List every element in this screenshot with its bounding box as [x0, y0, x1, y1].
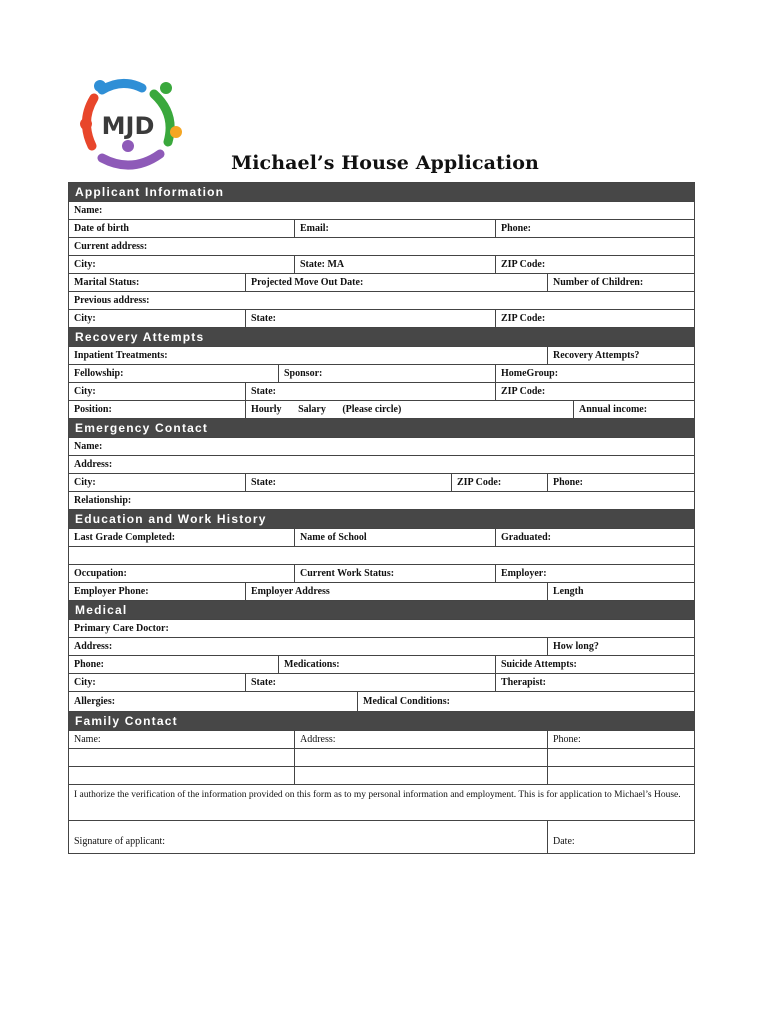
family-address-header: Address:	[294, 731, 547, 748]
family-name-input-2[interactable]	[69, 767, 294, 784]
inpatient-field[interactable]: Inpatient Treatments:	[74, 350, 168, 361]
current-address-field[interactable]: Current address:	[74, 241, 148, 252]
marital-status-field[interactable]: Marital Status:	[74, 277, 140, 288]
family-address-input-2[interactable]	[294, 767, 547, 784]
position-field[interactable]: Position:	[74, 404, 112, 415]
employer-field[interactable]: Employer:	[495, 565, 696, 582]
primary-doctor-field[interactable]: Primary Care Doctor:	[74, 623, 169, 634]
previous-state-field[interactable]: State:	[245, 310, 495, 327]
recovery-attempts-field[interactable]: Recovery Attempts?	[547, 347, 696, 364]
last-grade-field[interactable]: Last Grade Completed:	[74, 532, 176, 543]
family-address-input-1[interactable]	[294, 749, 547, 766]
recovery-state-field[interactable]: State:	[245, 383, 495, 400]
family-phone-header: Phone:	[547, 731, 696, 748]
svg-text:MJD: MJD	[101, 112, 155, 140]
medications-field[interactable]: Medications:	[278, 656, 495, 673]
family-phone-input-1[interactable]	[547, 749, 696, 766]
section-medical: Medical	[69, 601, 694, 620]
state-field[interactable]: State: MA	[294, 256, 495, 273]
fellowship-field[interactable]: Fellowship:	[74, 368, 124, 379]
relationship-field[interactable]: Relationship:	[74, 495, 132, 506]
previous-address-field[interactable]: Previous address:	[74, 295, 150, 306]
signature-field[interactable]: Signature of applicant:	[74, 836, 166, 847]
suicide-attempts-field[interactable]: Suicide Attempts:	[495, 656, 696, 673]
section-recovery-attempts: Recovery Attempts	[69, 328, 694, 347]
family-name-header: Name:	[74, 734, 101, 745]
school-name-field[interactable]: Name of School	[294, 529, 495, 546]
section-family-contact: Family Contact	[69, 712, 694, 731]
authorization-statement: I authorize the verification of the information provided on this form as to my personal information and employment. This is for application to Michael’s House.	[69, 785, 694, 821]
work-status-field[interactable]: Current Work Status:	[294, 565, 495, 582]
sponsor-field[interactable]: Sponsor:	[278, 365, 495, 382]
zip-field[interactable]: ZIP Code:	[495, 256, 696, 273]
family-phone-input-2[interactable]	[547, 767, 696, 784]
homegroup-field[interactable]: HomeGroup:	[495, 365, 696, 382]
children-field[interactable]: Number of Children:	[547, 274, 696, 291]
emergency-state-field[interactable]: State:	[245, 474, 451, 491]
section-education-work: Education and Work History	[69, 510, 694, 529]
employer-phone-field[interactable]: Employer Phone:	[74, 586, 149, 597]
page-title: Michael’s House Application	[231, 152, 539, 174]
recovery-city-field[interactable]: City:	[74, 386, 96, 397]
family-name-input-1[interactable]	[69, 749, 294, 766]
employment-length-field[interactable]: Length	[547, 583, 696, 600]
applicant-name-field[interactable]: Name:	[74, 205, 103, 216]
application-form	[68, 182, 695, 854]
medical-conditions-field[interactable]: Medical Conditions:	[357, 692, 696, 711]
dob-field[interactable]: Date of birth	[74, 223, 129, 234]
medical-address-field[interactable]: Address:	[74, 641, 113, 652]
recovery-zip-field[interactable]: ZIP Code:	[495, 383, 696, 400]
hourly-option[interactable]: Hourly	[251, 404, 282, 415]
phone-field[interactable]: Phone:	[495, 220, 696, 237]
section-applicant-information: Applicant Information	[69, 183, 694, 202]
emergency-address-field[interactable]: Address:	[74, 459, 113, 470]
previous-zip-field[interactable]: ZIP Code:	[495, 310, 696, 327]
emergency-phone-field[interactable]: Phone:	[547, 474, 696, 491]
pay-type-field[interactable]	[245, 401, 573, 418]
emergency-city-field[interactable]: City:	[74, 477, 96, 488]
how-long-field[interactable]: How long?	[547, 638, 696, 655]
emergency-zip-field[interactable]: ZIP Code:	[451, 474, 547, 491]
occupation-field[interactable]: Occupation:	[74, 568, 127, 579]
emergency-name-field[interactable]: Name:	[74, 441, 103, 452]
annual-income-field[interactable]: Annual income:	[573, 401, 696, 418]
move-out-date-field[interactable]: Projected Move Out Date:	[245, 274, 547, 291]
therapist-field[interactable]: Therapist:	[495, 674, 696, 691]
allergies-field[interactable]: Allergies:	[74, 696, 116, 707]
medical-city-field[interactable]: City:	[74, 677, 96, 688]
blank-row[interactable]	[69, 547, 694, 565]
previous-city-field[interactable]: City:	[74, 313, 96, 324]
section-emergency-contact: Emergency Contact	[69, 419, 694, 438]
employer-address-field[interactable]: Employer Address	[245, 583, 547, 600]
graduated-field[interactable]: Graduated:	[495, 529, 696, 546]
salary-option[interactable]: Salary	[298, 404, 326, 415]
medical-state-field[interactable]: State:	[245, 674, 495, 691]
date-field[interactable]: Date:	[547, 821, 696, 853]
city-field[interactable]: City:	[74, 259, 96, 270]
please-circle-note: (Please circle)	[342, 404, 402, 415]
medical-phone-field[interactable]: Phone:	[74, 659, 104, 670]
email-field[interactable]: Email:	[294, 220, 495, 237]
